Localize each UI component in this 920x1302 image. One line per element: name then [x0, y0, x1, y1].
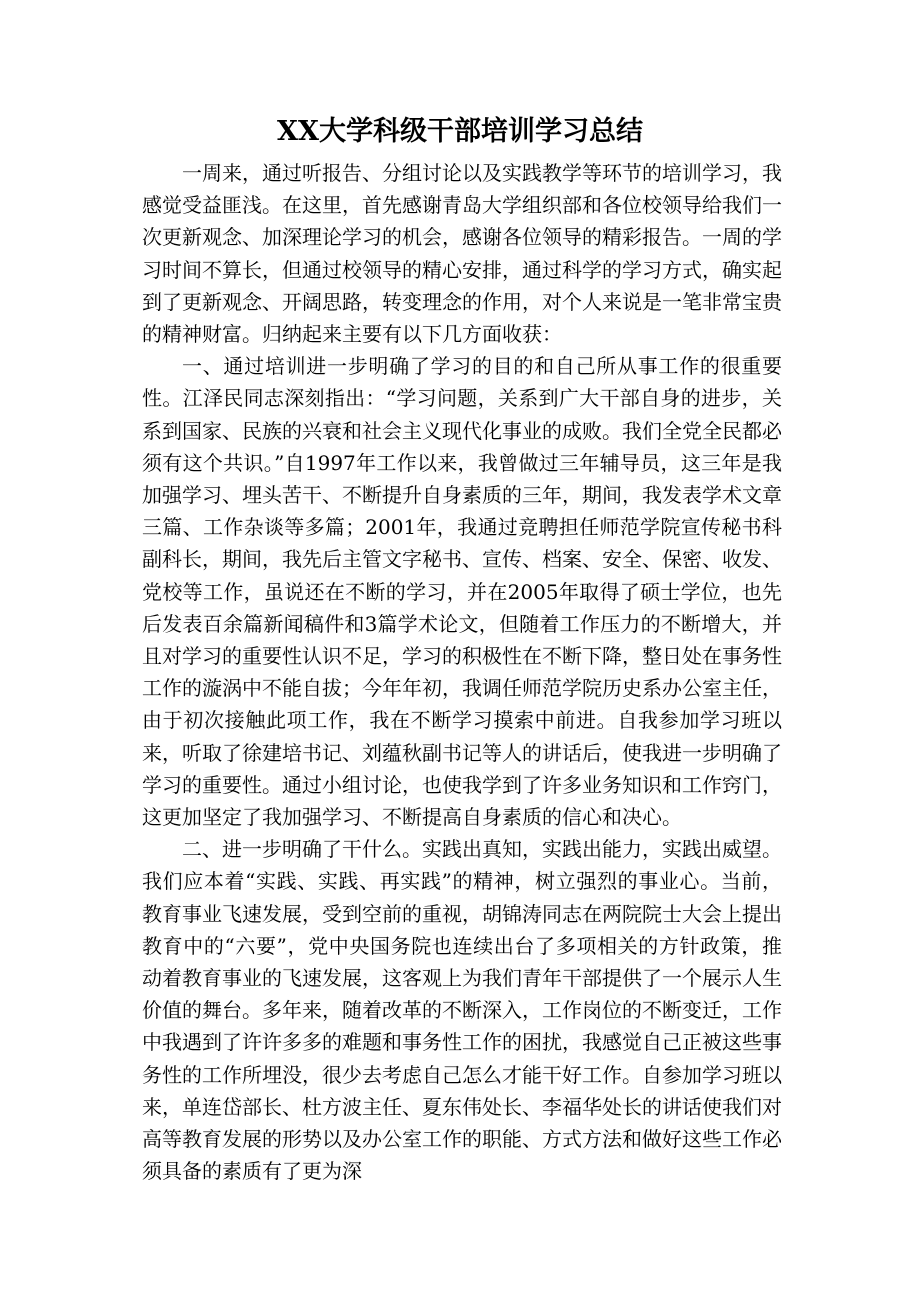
document-body [142, 157, 782, 1188]
paragraph-section-one: 一、通过培训进一步明确了学习的目的和自己所从事工作的很重要性。江泽民同志深刻指出：“学习问题，关系到广大干部自身的进步，关系到国家、民族的兴衰和社会主义现代化事业的成败。我们全党全民都必须有这个共识。”自1997年工作以来，我曾做过三年辅导员，这三年是我加强学习、埋头苦干、不断提升自身素质的三年，期间，我发表学术文章三篇、工作杂谈等多篇；2001年，我通过竞聘担任师范学院宣传秘书科副科长，期间，我先后主管文字秘书、宣传、档案、安全、保密、收发、党校等工作，虽说还在不断的学习，并在2005年取得了硕士学位，也先后发表百余篇新闻稿件和3篇学术论文，但随着工作压力的不断增大，并且对学习的重要性认识不足，学习的积极性在不断下降，整日处在事务性工作的漩涡中不能自拔；今年年初，我调任师范学院历史系办公室主任，由于初次接触此项工作，我在不断学习摸索中前进。自我参加学习班以来，听取了徐建培书记、刘蕴秋副书记等人的讲话后，使我进一步明确了学习的重要性。通过小组讨论，也使我学到了许多业务知识和工作窍门，这更加坚定了我加强学习、不断提高自身素质的信心和决心。 [142, 354, 782, 830]
document-title: XX大学科级干部培训学习总结 [277, 116, 643, 147]
paragraph-section-two: 二、进一步明确了干什么。实践出真知，实践出能力，实践出威望。我们应本着“实践、实践、再实践”的精神，树立强烈的事业心。当前，教育事业飞速发展，受到空前的重视，胡锦涛同志在两院院士大会上提出教育中的“六要”，党中央国务院也连续出台了多项相关的方针政策，推动着教育事业的飞速发展，这客观上为我们青年干部提供了一个展示人生价值的舞台。多年来，随着改革的不断深入，工作岗位的不断变迁，工作中我遇到了许许多多的难题和事务性工作的困扰，我感觉自己正被这些事务性的工作所埋没，很少去考虑自己怎么才能干好工作。自参加学习班以来，单连岱部长、杜方波主任、夏东伟处长、李福华处长的讲话使我们对高等教育发展的形势以及办公室工作的职能、方式方法和做好这些工作必须具备的素质有了更为深 [142, 837, 782, 1184]
paragraph-intro: 一周来，通过听报告、分组讨论以及实践教学等环节的培训学习，我感觉受益匪浅。在这里，首先感谢青岛大学组织部和各位校领导给我们一次更新观念、加深理论学习的机会，感谢各位领导的精彩报告。一周的学习时间不算长，但通过校领导的精心安排，通过科学的学习方式，确实起到了更新观念、开阔思路，转变理念的作用，对个人来说是一笔非常宝贵的精神财富。归纳起来主要有以下几方面收获： [142, 161, 782, 347]
